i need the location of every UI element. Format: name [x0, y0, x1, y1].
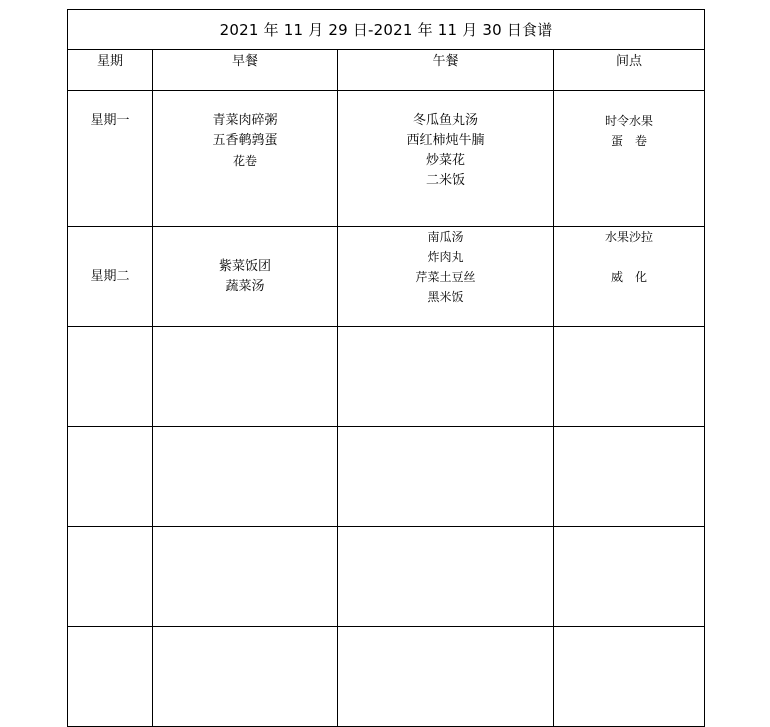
- breakfast-cell-tuesday: [153, 227, 338, 327]
- empty-cell: [338, 627, 554, 727]
- empty-cell: [153, 627, 338, 727]
- day-label-tuesday: 星期二: [68, 227, 153, 327]
- empty-cell: [554, 327, 705, 427]
- snack-item: 水果沙拉: [605, 230, 654, 244]
- snack-cell-monday: [554, 91, 705, 227]
- lunch-cell-tuesday: [338, 227, 554, 327]
- empty-cell: [68, 627, 153, 727]
- lunch-item: 西红柿炖牛腩: [406, 133, 485, 148]
- empty-cell: [68, 327, 153, 427]
- breakfast-item: 青菜肉碎粥: [212, 113, 278, 128]
- header-breakfast: 早餐: [153, 50, 338, 91]
- lunch-item: 南瓜汤: [427, 230, 464, 244]
- empty-cell: [338, 427, 554, 527]
- lunch-item: 二米饭: [425, 173, 465, 188]
- empty-cell: [68, 427, 153, 527]
- empty-cell: [554, 627, 705, 727]
- menu-row-tuesday: [68, 227, 705, 327]
- snack-cell-tuesday: [554, 227, 705, 327]
- breakfast-item: 蔬菜汤: [225, 278, 265, 294]
- lunch-item: 黑米饭: [427, 290, 464, 304]
- empty-cell: [153, 327, 338, 427]
- lunch-cell-monday: [338, 91, 554, 227]
- header-snack: 间点: [554, 50, 705, 91]
- lunch-item: 炸肉丸: [427, 250, 464, 264]
- lunch-item: 冬瓜鱼丸汤: [412, 113, 478, 128]
- header-lunch: 午餐: [338, 50, 554, 91]
- menu-row-monday: [68, 91, 705, 227]
- snack-item: 时令水果: [605, 114, 654, 128]
- snack-spacer: [554, 247, 704, 267]
- lunch-item: 炒菜花: [425, 153, 465, 168]
- breakfast-cell-monday: [153, 91, 338, 227]
- empty-cell: [153, 527, 338, 627]
- menu-row-empty: [68, 327, 705, 427]
- menu-row-empty: [68, 627, 705, 727]
- empty-cell: [554, 527, 705, 627]
- menu-table: [67, 9, 705, 727]
- snack-item: 蛋 卷: [611, 134, 648, 148]
- menu-title: 2021 年 11 月 29 日-2021 年 11 月 30 日食谱: [68, 10, 705, 50]
- empty-cell: [338, 327, 554, 427]
- menu-row-empty: [68, 427, 705, 527]
- empty-cell: [338, 527, 554, 627]
- empty-cell: [153, 427, 338, 527]
- breakfast-item: 紫菜饭团: [218, 258, 271, 274]
- menu-row-empty: [68, 527, 705, 627]
- day-label-monday: 星期一: [68, 91, 153, 227]
- breakfast-item: 花卷: [232, 154, 257, 168]
- header-day: 星期: [68, 50, 153, 91]
- empty-cell: [68, 527, 153, 627]
- snack-item: 威 化: [611, 270, 648, 284]
- breakfast-item: 五香鹌鹑蛋: [212, 133, 278, 148]
- lunch-item: 芹菜土豆丝: [415, 270, 476, 284]
- empty-cell: [554, 427, 705, 527]
